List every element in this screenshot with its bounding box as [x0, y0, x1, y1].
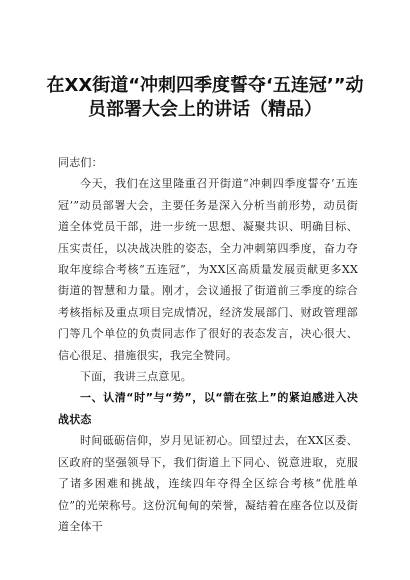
paragraph-outline: 下面，我讲三点意见。 — [80, 370, 192, 384]
salutation: 同志们： — [58, 156, 103, 169]
paragraph-opening: 今天，我们在这里隆重召开街道“冲刺四季度誓夺‘五连冠’”动员部署大会，主要任务是深入分析当前形势，动员街道全体党员干部，进一步统一思想、凝聚共识、明确目标、压实责任，以决战决胜的姿态，全力冲刺第四季度，奋力夺取年度综合考核“五连冠”，为XX区高质量发展贡献更多XX街道的智慧和力量。刚才，会议通报了街道前三季度的综合考核指标及重点项目完成情况，经济发展部门、财政管理部门等几个单位的负责同志作了很好的表态发言，决心很大、信心很足、措施很实，我完全赞同。 — [58, 177, 358, 362]
document-title: 在XX街道“冲刺四季度誓夺‘五连冠’”动员部署大会上的讲话（精品） — [46, 75, 364, 120]
section-heading: 一、认清“时”与“势”，以“箭在弦上”的紧迫感进入决战状态 — [58, 391, 358, 426]
document-body — [58, 152, 358, 537]
section-paragraph: 时间砥砺信仰，岁月见证初心。回望过去，在XX区委、区政府的坚强领导下，我们街道上下同心、锐意进取，克服了诸多困难和挑战，连续四年夺得全区综合考核“优胜单位”的光荣称号。这份沉甸甸的荣誉，凝结着在座各位以及街道全体干 — [58, 434, 358, 533]
